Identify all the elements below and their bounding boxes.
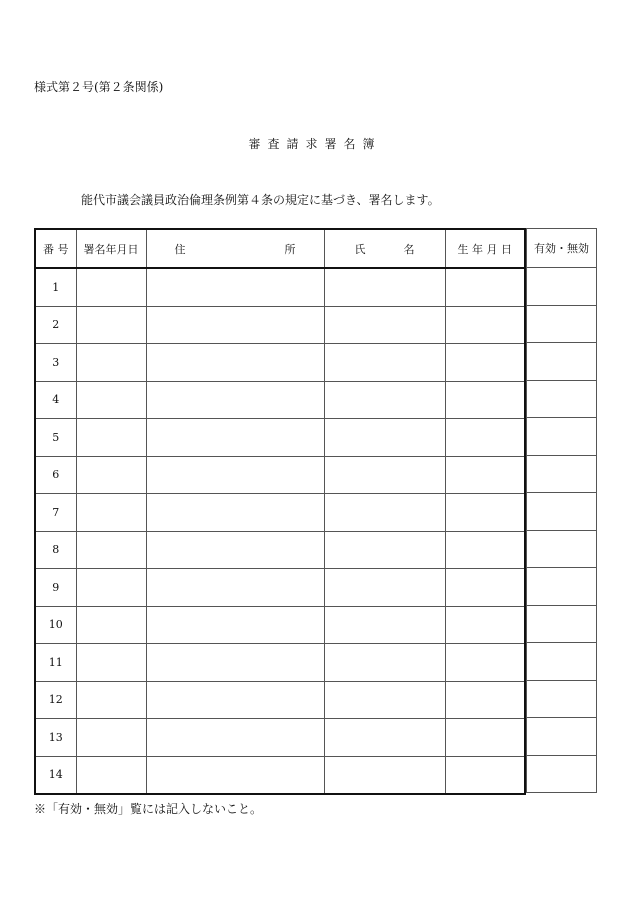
table-row <box>35 268 525 306</box>
name-cell[interactable] <box>324 494 445 532</box>
validity-header-row <box>527 229 597 268</box>
validity-cell <box>527 680 597 718</box>
table-row <box>527 268 597 306</box>
table-row <box>527 455 597 493</box>
name-cell[interactable] <box>324 719 445 757</box>
address-cell[interactable] <box>146 531 324 569</box>
header-address-right: 所 <box>284 242 296 256</box>
name-cell[interactable] <box>324 644 445 682</box>
validity-cell <box>527 530 597 568</box>
address-cell[interactable] <box>146 719 324 757</box>
address-cell[interactable] <box>146 268 324 306</box>
signature-date-cell[interactable] <box>76 531 146 569</box>
address-cell[interactable] <box>146 681 324 719</box>
birth-date-cell[interactable] <box>445 494 525 532</box>
header-birth-date: 生 年 月 日 <box>445 229 525 268</box>
validity-cell <box>527 343 597 381</box>
name-cell[interactable] <box>324 419 445 457</box>
validity-cell <box>527 755 597 793</box>
header-name-right: 名 <box>403 242 415 256</box>
validity-cell <box>527 418 597 456</box>
name-cell[interactable] <box>324 569 445 607</box>
row-number: 10 <box>35 606 76 644</box>
header-name-left: 氏 <box>354 242 366 256</box>
signature-date-cell[interactable] <box>76 344 146 382</box>
address-cell[interactable] <box>146 756 324 794</box>
address-cell[interactable] <box>146 381 324 419</box>
signature-table <box>34 228 526 795</box>
row-number: 1 <box>35 268 76 306</box>
header-validity: 有効・無効 <box>527 229 597 268</box>
header-number: 番 号 <box>35 229 76 268</box>
header-name <box>324 229 445 268</box>
header-address <box>146 229 324 268</box>
address-cell[interactable] <box>146 456 324 494</box>
signature-date-cell[interactable] <box>76 494 146 532</box>
table-row <box>35 419 525 457</box>
table-row <box>35 606 525 644</box>
name-cell[interactable] <box>324 344 445 382</box>
row-number: 12 <box>35 681 76 719</box>
signature-date-cell[interactable] <box>76 644 146 682</box>
table-row <box>527 643 597 681</box>
signature-date-cell[interactable] <box>76 719 146 757</box>
signature-date-cell[interactable] <box>76 419 146 457</box>
validity-cell <box>527 268 597 306</box>
validity-cell <box>527 568 597 606</box>
signature-date-cell[interactable] <box>76 306 146 344</box>
table-row <box>527 493 597 531</box>
row-number: 13 <box>35 719 76 757</box>
birth-date-cell[interactable] <box>445 419 525 457</box>
table-row <box>527 530 597 568</box>
table-row <box>527 755 597 793</box>
name-cell[interactable] <box>324 306 445 344</box>
table-row <box>35 494 525 532</box>
table-row <box>35 531 525 569</box>
table-row <box>35 756 525 794</box>
birth-date-cell[interactable] <box>445 719 525 757</box>
name-cell[interactable] <box>324 456 445 494</box>
validity-cell <box>527 380 597 418</box>
signature-date-cell[interactable] <box>76 681 146 719</box>
validity-cell <box>527 605 597 643</box>
name-cell[interactable] <box>324 268 445 306</box>
birth-date-cell[interactable] <box>445 606 525 644</box>
birth-date-cell[interactable] <box>445 644 525 682</box>
document-title: 審査請求署名簿 <box>248 137 382 151</box>
row-number: 8 <box>35 531 76 569</box>
row-number: 7 <box>35 494 76 532</box>
name-cell[interactable] <box>324 606 445 644</box>
table-row <box>527 718 597 756</box>
address-cell[interactable] <box>146 644 324 682</box>
header-address-left: 住 <box>174 242 186 256</box>
validity-table <box>526 228 597 793</box>
table-row <box>35 719 525 757</box>
row-number: 11 <box>35 644 76 682</box>
table-row <box>35 381 525 419</box>
row-number: 4 <box>35 381 76 419</box>
birth-date-cell[interactable] <box>445 756 525 794</box>
row-number: 9 <box>35 569 76 607</box>
table-row <box>35 569 525 607</box>
signature-date-cell[interactable] <box>76 381 146 419</box>
name-cell[interactable] <box>324 381 445 419</box>
signature-date-cell[interactable] <box>76 268 146 306</box>
validity-cell <box>527 305 597 343</box>
table-row <box>35 456 525 494</box>
signature-tables <box>34 228 596 794</box>
table-row <box>35 644 525 682</box>
table-row <box>527 568 597 606</box>
header-signature-date: 署名年月日 <box>76 229 146 268</box>
form-number-label: 様式第２号(第２条関係) <box>34 80 164 94</box>
birth-date-cell[interactable] <box>445 306 525 344</box>
signature-date-cell[interactable] <box>76 569 146 607</box>
table-row <box>527 680 597 718</box>
birth-date-cell[interactable] <box>445 456 525 494</box>
table-header-row <box>35 229 525 268</box>
footnote: ※「有効・無効」覧には記入しないこと。 <box>34 802 263 816</box>
name-cell[interactable] <box>324 756 445 794</box>
validity-cell <box>527 643 597 681</box>
birth-date-cell[interactable] <box>445 531 525 569</box>
birth-date-cell[interactable] <box>445 569 525 607</box>
intro-statement: 能代市議会議員政治倫理条例第４条の規定に基づき、署名します。 <box>81 193 440 207</box>
table-row <box>527 605 597 643</box>
table-row <box>527 305 597 343</box>
address-cell[interactable] <box>146 344 324 382</box>
birth-date-cell[interactable] <box>445 344 525 382</box>
row-number: 6 <box>35 456 76 494</box>
name-cell[interactable] <box>324 681 445 719</box>
validity-cell <box>527 493 597 531</box>
address-cell[interactable] <box>146 306 324 344</box>
signature-date-cell[interactable] <box>76 456 146 494</box>
row-number: 3 <box>35 344 76 382</box>
row-number: 2 <box>35 306 76 344</box>
signature-date-cell[interactable] <box>76 606 146 644</box>
table-row <box>527 343 597 381</box>
birth-date-cell[interactable] <box>445 381 525 419</box>
signature-date-cell[interactable] <box>76 756 146 794</box>
validity-cell <box>527 455 597 493</box>
table-row <box>527 418 597 456</box>
birth-date-cell[interactable] <box>445 268 525 306</box>
table-row <box>527 380 597 418</box>
table-row <box>35 344 525 382</box>
address-cell[interactable] <box>146 606 324 644</box>
address-cell[interactable] <box>146 494 324 532</box>
table-row <box>35 306 525 344</box>
validity-cell <box>527 718 597 756</box>
row-number: 14 <box>35 756 76 794</box>
birth-date-cell[interactable] <box>445 681 525 719</box>
address-cell[interactable] <box>146 419 324 457</box>
row-number: 5 <box>35 419 76 457</box>
name-cell[interactable] <box>324 531 445 569</box>
table-row <box>35 681 525 719</box>
address-cell[interactable] <box>146 569 324 607</box>
